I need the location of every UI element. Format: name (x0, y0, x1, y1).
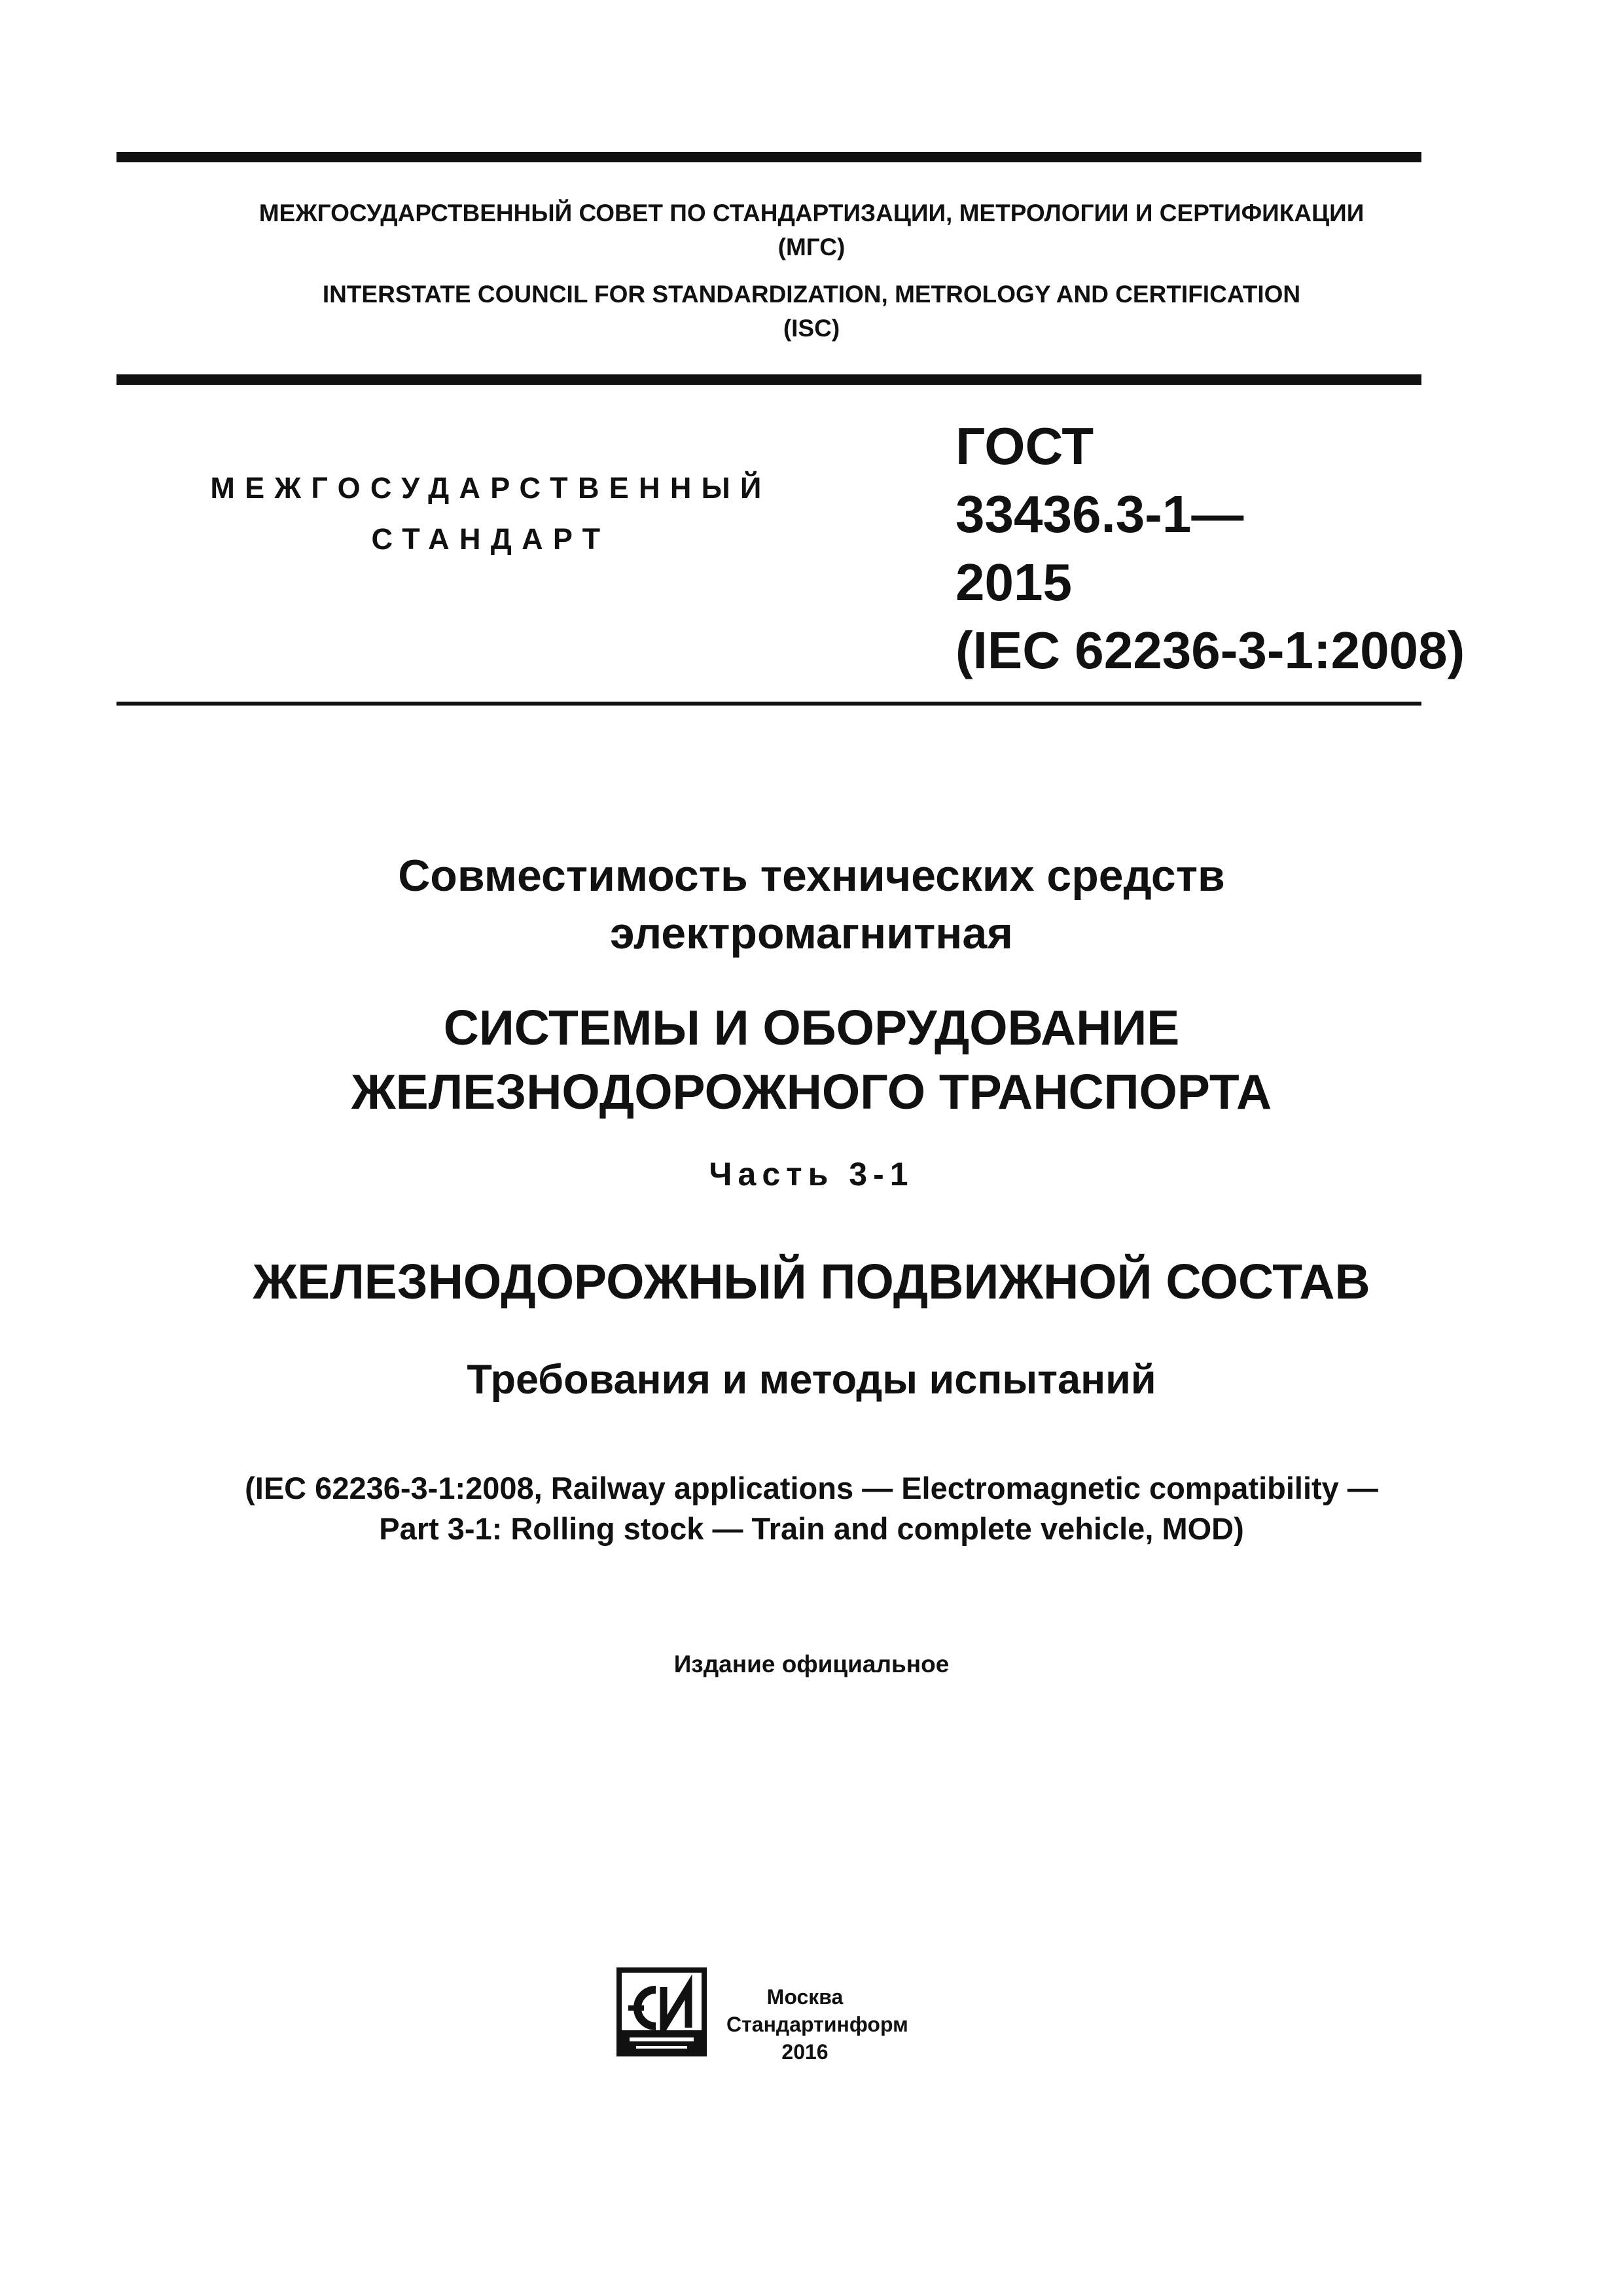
iec-reference-line1: (IEC 62236-3-1:2008, Railway applications — Electromagnetic compatibility — (245, 1471, 1378, 1505)
publisher-name: Стандартинформ (726, 2013, 908, 2036)
publisher-city: Москва (766, 1985, 844, 2009)
council-abbr-en: (ISC) (783, 315, 840, 342)
gost-number: 33436.3-1— (955, 485, 1244, 543)
council-abbr-ru: (МГС) (777, 234, 846, 260)
council-name-en: INTERSTATE COUNCIL FOR STANDARDIZATION, METROLOGY AND CERTIFICATION (322, 281, 1301, 308)
thin-divider (116, 702, 1421, 706)
top-divider (116, 152, 1421, 162)
title-main-line2: ЖЕЛЕЗНОДОРОЖНОГО ТРАНСПОРТА (351, 1064, 1272, 1119)
gost-designation (955, 412, 1465, 685)
standartinform-logo-icon (616, 1967, 707, 2056)
gost-year: 2015 (955, 553, 1072, 611)
gost-prefix: ГОСТ (955, 417, 1094, 475)
gost-iec-equivalent: (IEC 62236-3-1:2008) (955, 621, 1465, 679)
middle-divider (116, 374, 1421, 385)
part-label: Часть 3-1 (709, 1156, 914, 1193)
publisher-block (726, 1983, 908, 2066)
part-title: ЖЕЛЕЗНОДОРОЖНЫЙ ПОДВИЖНОЙ СОСТАВ (253, 1254, 1370, 1309)
publisher-year: 2016 (781, 2040, 829, 2064)
edition-note: Издание официальное (673, 1651, 950, 1677)
title-main-line1: СИСТЕМЫ И ОБОРУДОВАНИЕ (443, 1000, 1180, 1055)
standard-type-label-line1: МЕЖГОСУДАРСТВЕННЫЙ (210, 471, 772, 505)
council-name-ru: МЕЖГОСУДАРСТВЕННЫЙ СОВЕТ ПО СТАНДАРТИЗАЦИИ, МЕТРОЛОГИИ И СЕРТИФИКАЦИИ (259, 200, 1364, 226)
part-subtitle: Требования и методы испытаний (467, 1357, 1156, 1403)
iec-reference-line2: Part 3-1: Rolling stock — Train and complete vehicle, MOD) (379, 1511, 1244, 1546)
title-sub-line1: Совместимость технических средств (398, 851, 1225, 901)
standard-type-label-line2: СТАНДАРТ (371, 522, 611, 556)
title-sub-line2: электромагнитная (610, 908, 1013, 958)
